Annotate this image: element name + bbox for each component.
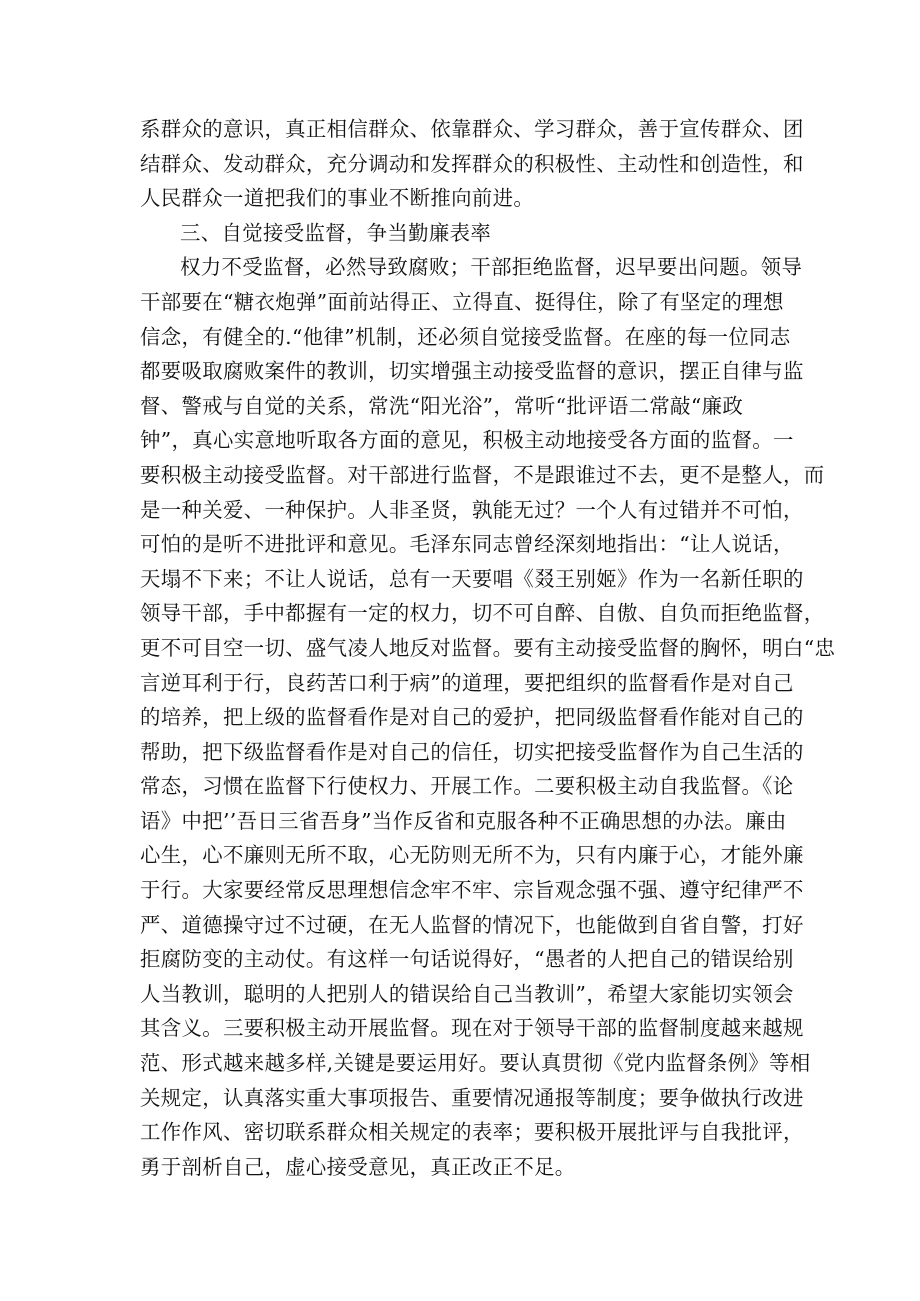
text-line: 关规定，认真落实重大事项报告、重要情况通报等制度；要争做执行改进	[140, 1085, 804, 1110]
text-line: 其含义。三要积极主动开展监督。现在对于领导干部的监督制度越来越规	[140, 1016, 804, 1041]
text-line: 的培养，把上级的监督看作是对自己的爱护，把同级监督看作能对自己的	[140, 705, 804, 730]
text-line: 结群众、发动群众，充分调动和发挥群众的积极性、主动性和创造性，和	[140, 151, 804, 176]
text-line: 严、道德操守过不过硬，在无人监督的情况下，也能做到自省自警，打好	[140, 912, 804, 937]
text-line: 帮助，把下级监督看作是对自己的信任，切实把接受监督作为自己生活的	[140, 739, 804, 764]
text-line: 干部要在“糖衣炮弹”面前站得正、立得直、挺得住，除了有坚定的理想	[140, 289, 784, 314]
text-line: 要积极主动接受监督。对干部进行监督，不是跟谁过不去，更不是整人，而	[140, 462, 825, 487]
text-line: 信念，有健全的.“他律”机制，还必须自觉接受监督。在座的每一位同志	[140, 324, 791, 349]
text-line: 于行。大家要经常反思理想信念牢不牢、宗旨观念强不强、遵守纪律严不	[140, 878, 804, 903]
text-line: 督、警戒与自觉的关系，常洗“阳光浴”，常听“批评语二常敲“廉政	[140, 393, 744, 418]
text-line: 言逆耳利于行，良药苦口利于病”的道理，要把组织的监督看作是对自己	[140, 670, 794, 695]
text-line: 领导干部，手中都握有一定的权力，切不可自醉、自傲、自负而拒绝监督，	[140, 601, 825, 626]
text-line: 人民群众一道把我们的事业不断推向前进。	[140, 186, 535, 211]
text-line: 工作作风、密切联系群众相关规定的表率；要积极开展批评与自我批评，	[140, 1120, 804, 1145]
text-line: 拒腐防变的主动仗。有这样一句话说得好，“愚者的人把自己的错误给别	[140, 947, 794, 972]
body-text	[140, 112, 836, 1184]
text-line: 可怕的是听不进批评和意见。毛泽东同志曾经深刻地指出：“让人说话，	[140, 532, 794, 557]
text-line: 都要吸取腐败案件的教训，切实增强主动接受监督的意识，摆正自律与监	[140, 359, 804, 384]
text-line: 更不可目空一切、盛气凌人地反对监督。要有主动接受监督的胸怀，明白“忠	[140, 635, 836, 660]
text-line: 范、形式越来越多样,关键是要运用好。要认真贯彻《党内监督条例》等相	[140, 1051, 811, 1076]
paragraph-first-line: 权力不受监督，必然导致腐败；干部拒绝监督，迟早要出问题。领导	[180, 255, 803, 280]
text-line: 人当教训，聪明的人把别人的错误给自己当教训”，希望大家能切实领会	[140, 981, 794, 1006]
text-line: 天塌不下来；不让人说话，总有一天要唱《叕王别姬》作为一名新任职的	[140, 566, 804, 591]
text-line: 系群众的意识，真正相信群众、依靠群众、学习群众，善于宣传群众、团	[140, 117, 804, 141]
text-line: 心生，心不廉则无所不取，心无防则无所不为，只有内廉于心，才能外廉	[140, 843, 804, 868]
text-line: 是一种关爱、一种保护。人非圣贤，孰能无过？一个人有过错并不可怕，	[140, 497, 804, 522]
text-line: 钟”，真心实意地听取各方面的意见，积极主动地接受各方面的监督。一	[140, 428, 794, 453]
text-line: 常态，习惯在监督下行使权力、开展工作。二要积极主动自我监督。《论	[140, 774, 794, 799]
text-line: 勇于剖析自己，虚心接受意见，真正改正不足。	[140, 1154, 576, 1179]
section-heading: 三、自觉接受监督，争当勤廉表率	[180, 220, 492, 245]
text-line: 语》中把’’吾日三省吾身”当作反省和克服各种不正确思想的办法。廉由	[140, 808, 787, 833]
